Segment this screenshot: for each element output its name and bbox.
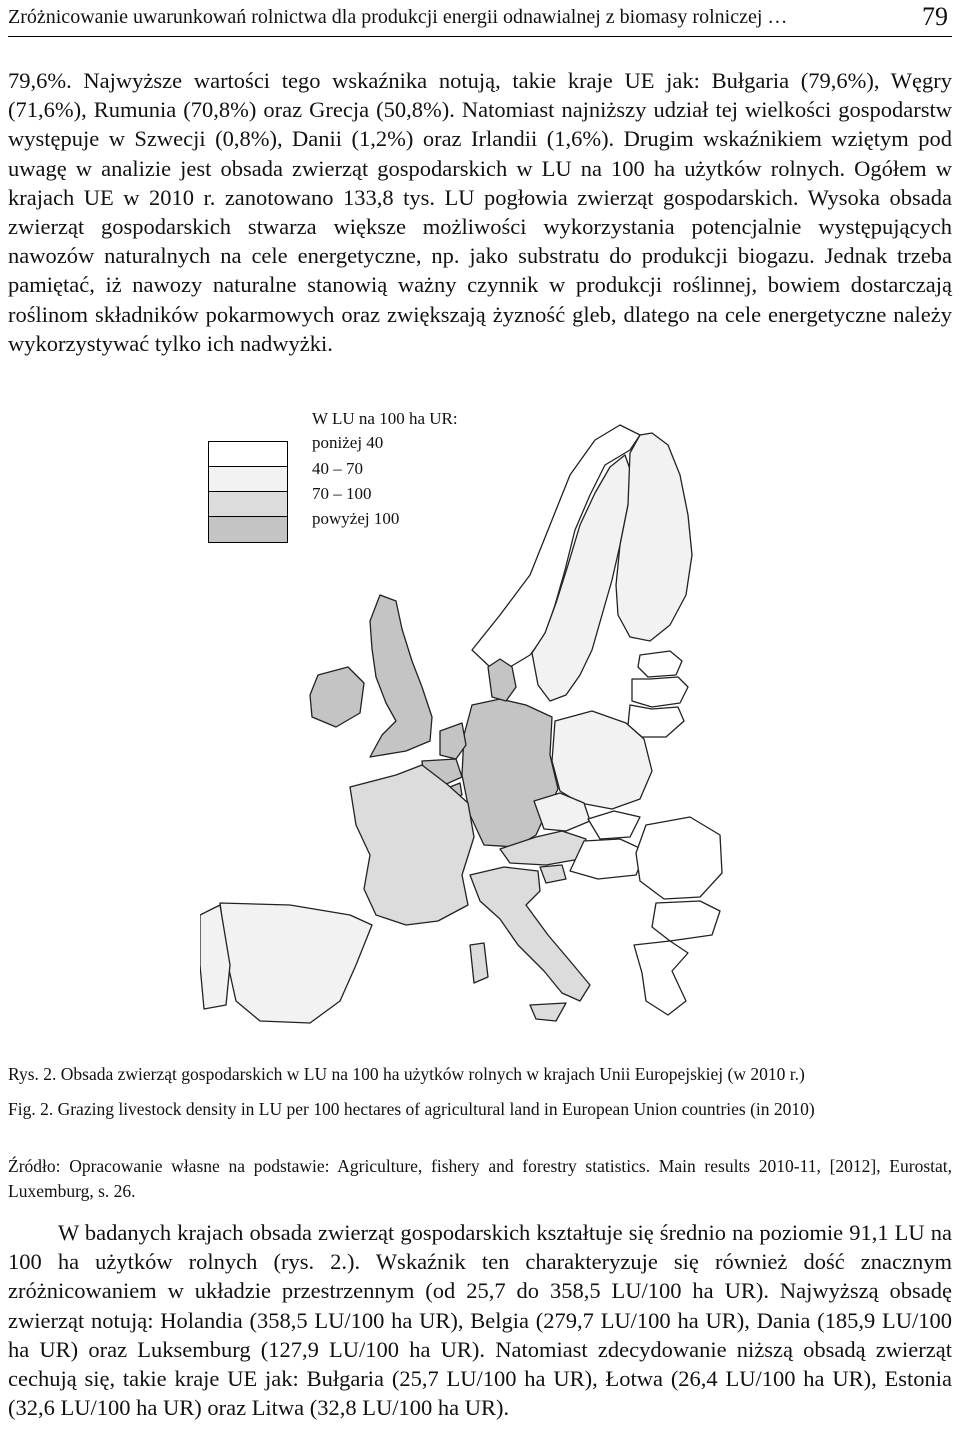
- map-region-sardinia: [470, 943, 488, 983]
- running-header-title: Zróżnicowanie uwarunkowań rolnictwa dla produkcji energii odnawialnej z biomasy rolniczej …: [8, 6, 788, 28]
- legend-swatch-40-70: [209, 467, 287, 492]
- legend-swatches: [208, 441, 288, 543]
- map-region-italy: [470, 867, 590, 1001]
- legend-title: W LU na 100 ha UR:: [312, 409, 458, 428]
- legend-label-70-100: 70 – 100: [312, 484, 372, 503]
- map-region-bulgaria: [652, 901, 720, 941]
- legend-label-above-100: powyżej 100: [312, 509, 400, 528]
- figure-caption-polish: Rys. 2. Obsada zwierząt gospodarskich w LU na 100 ha użytków rolnych w krajach Unii Europejskiej (w 2010 r.): [8, 1064, 805, 1084]
- body-paragraph-2: [8, 1218, 952, 1422]
- map-region-spain: [220, 903, 372, 1023]
- livestock-density-map-figure: [200, 405, 760, 1035]
- map-region-estonia: [638, 651, 682, 677]
- legend-swatch-70-100: [209, 492, 287, 517]
- map-region-latvia: [632, 677, 688, 707]
- map-region-greece: [634, 941, 688, 1015]
- legend-label-below-40: poniżej 40: [312, 433, 384, 452]
- figure-source: Źródło: Opracowanie własne na podstawie: Agriculture, fishery and forestry statistics. Main results 2010-11, [2012], Eurostat, Luxemburg, s. 26.: [8, 1156, 952, 1201]
- body-paragraph-1: 79,6%. Najwyższe wartości tego wskaźnika notują, takie kraje UE jak: Bułgaria (79,6%), Węgry (71,6%), Rumunia (70,8%) oraz Grecja (50,8%). Natomiast najniższy udział tej wielkości gospodarstw występuje w Szwecji (0,8%), Danii (1,2%) oraz Irlandii (1,6%). Drugim wskaźnikiem wziętym pod uwagę w analizie jest obsada zwierząt gospodarskich w LU na 100 ha użytków rolnych. Ogółem w krajach UE w 2010 r. zanotowano 133,8 tys. LU pogłowia zwierząt gospodarskich. Wysoka obsada zwierząt gospodarskich stwarza większe możliwości wykorzystania potencjalnie występujących nawozów naturalnych na cele energetyczne, np. jako substratu do produkcji biogazu. Jednak trzeba pamiętać, iż nawozy naturalne stanowią ważny czynnik w produkcji roślinnej, bowiem dostarczają roślinom składników pokarmowych oraz zwiększają żyzność gleb, dlatego na cele energetyczne należy wykorzystywać tylko ich nadwyżki.: [8, 68, 952, 356]
- map-region-romania: [636, 817, 722, 899]
- map-region-uk: [370, 595, 432, 757]
- body-paragraph-2-text: W badanych krajach obsada zwierząt gospodarskich kształtuje się średnio na poziomie 91,1 LU na 100 ha użytków rolnych (rys. 2.). Wskaźnik ten charakteryzuje się również dość znacznym zróżnicowaniem w układzie przestrzennym (od 25,7 do 358,5 LU/100 ha UR). Najwyższą obsadę zwierząt notują: Holandia (358,5 LU/100 ha UR), Belgia (279,7 LU/100 ha UR), Dania (185,9 LU/100 ha UR) oraz Luksemburg (127,9 LU/100 ha UR). Natomiast zdecydowanie niższą obsadą zwierząt cechują się, takie kraje UE jak: Bułgaria (25,7 LU/100 ha UR), Łotwa (26,4 LU/100 ha UR), Estonia (32,6 LU/100 ha UR) oraz Litwa (32,8 LU/100 ha UR).: [8, 1220, 952, 1421]
- legend-swatch-above-100: [209, 517, 287, 542]
- legend-swatch-below-40: [209, 442, 287, 467]
- header-divider: [8, 36, 952, 37]
- map-region-sicily: [530, 1003, 566, 1021]
- map-region-netherlands: [440, 723, 466, 759]
- map-region-ireland: [310, 667, 364, 727]
- map-region-slovenia: [540, 865, 566, 883]
- running-header: [8, 2, 952, 34]
- figure-caption-english: Fig. 2. Grazing livestock density in LU per 100 hectares of agricultural land in European Union countries (in 2010): [8, 1099, 815, 1119]
- legend-label-40-70: 40 – 70: [312, 459, 363, 478]
- map-region-slovakia: [588, 811, 640, 839]
- page-number: 79: [922, 2, 948, 31]
